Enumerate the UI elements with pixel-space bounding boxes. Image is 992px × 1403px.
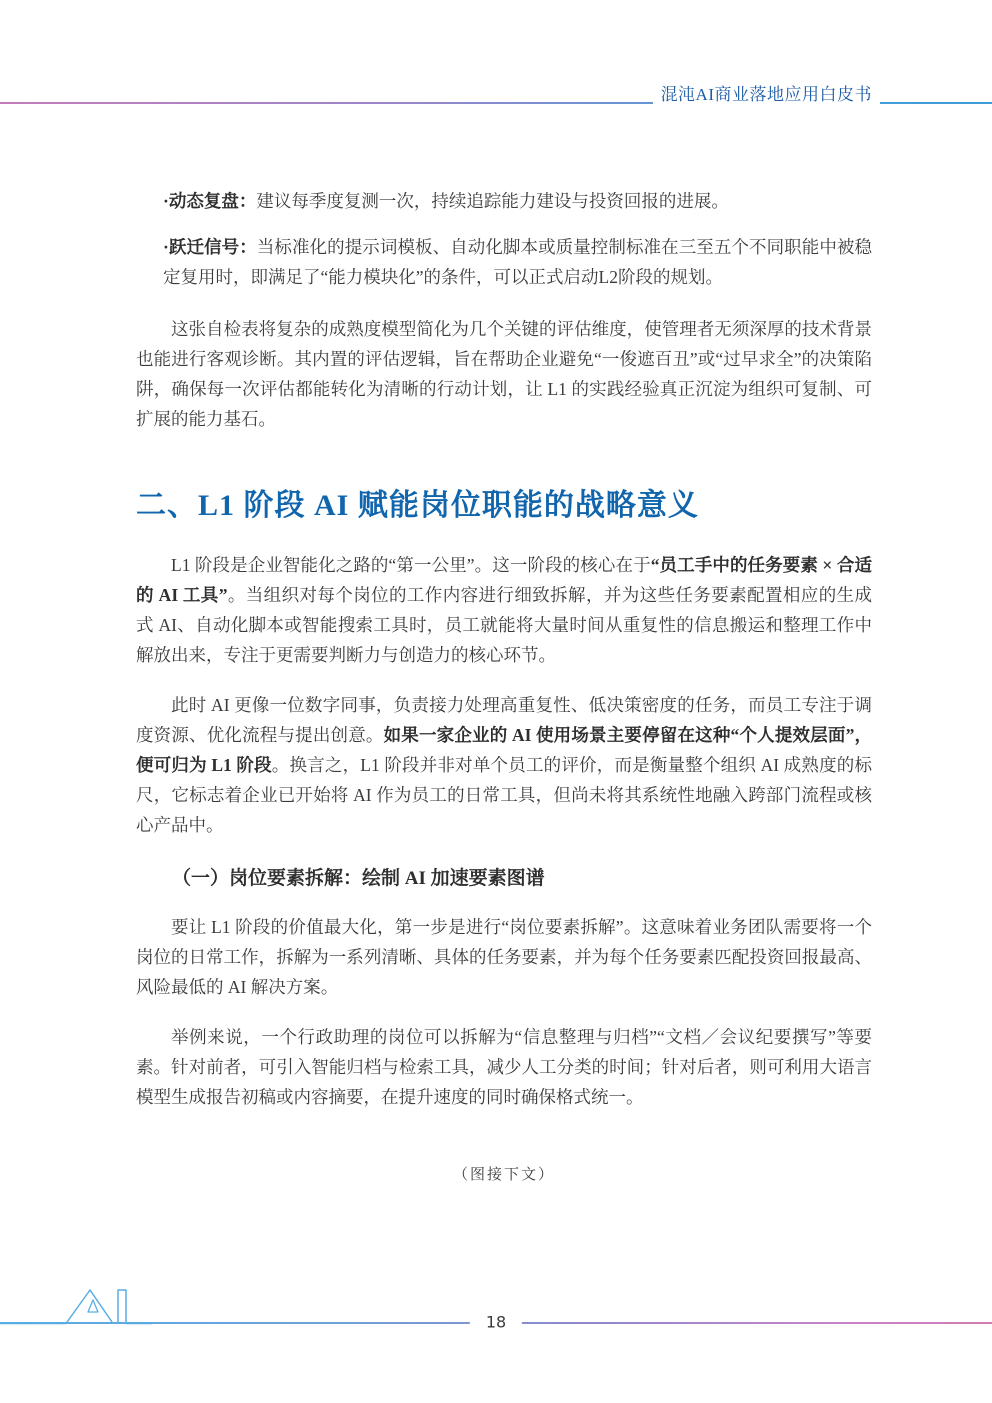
paragraph-value-maximization: 要让 L1 阶段的价值最大化，第一步是进行“岗位要素拆解”。这意味着业务团队需要将一个岗位的日常工作，拆解为一系列清晰、具体的任务要素，并为每个任务要素匹配投资回报最高、风险最低的 AI 解决方案。 — [136, 917, 872, 997]
ai-outline-logo-icon — [0, 1287, 152, 1327]
page-number: 18 — [470, 1313, 522, 1332]
subsection-heading-job-element-decomposition: （一）岗位要素拆解：绘制 AI 加速要素图谱 — [172, 868, 545, 889]
paragraph-admin-assistant-example: 举例来说，一个行政助理的岗位可以拆解为“信息整理与归档”“文档／会议纪要撰写”等要素。针对前者，可引入智能归档与检索工具，减少人工分类的时间；针对后者，则可利用大语言模型生成报告初稿或内容摘要，在提升速度的同时确保格式统一。 — [136, 1027, 872, 1107]
bullet-item-transition-signal: ·跃迁信号：当标准化的提示词模板、自动化脚本或质量控制标准在三至五个不同职能中被稳定复用时，即满足了“能力模块化”的条件，可以正式启动L2阶段的规划。 — [163, 237, 872, 287]
paragraph-ai-digital-colleague: 此时 AI 更像一位数字同事，负责接力处理高重复性、低决策密度的任务，而员工专注于调度资源、优化流程与提出创意。如果一家企业的 AI 使用场景主要停留在这种“个人提效层面”，便可归为 L1 阶段。换言之，L1 阶段并非对单个员工的评价，而是衡量整个组织 AI 成熟度的标尺，它标志着企业已开始将 AI 作为员工的日常工具，但尚未将其系统性地融入跨部门流程或核心产品中。 — [136, 695, 873, 835]
section-heading-l1-strategic-meaning: 二、L1 阶段 AI 赋能岗位职能的战略意义 — [136, 489, 699, 522]
paragraph-l1-first-mile: L1 阶段是企业智能化之路的“第一公里”。这一阶段的核心在于“员工手中的任务要素 × 合适的 AI 工具”。当组织对每个岗位的工作内容进行细致拆解，并为这些任务要素配置相应的生成式 AI、自动化脚本或智能搜索工具时，员工就能将大量时间从重复性的信息搬运和整理工作中解放出来，专注于更需要判断力与创造力的核心环节。 — [136, 555, 872, 665]
paragraph-selfcheck-summary: 这张自检表将复杂的成熟度模型简化为几个关键的评估维度，使管理者无须深厚的技术背景也能进行客观诊断。其内置的评估逻辑，旨在帮助企业避免“一俊遮百丑”或“过早求全”的决策陷阱，确保每一次评估都能转化为清晰的行动计划，让 L1 的实践经验真正沉淀为组织可复制、可扩展的能力基石。 — [136, 319, 872, 429]
page-footer — [0, 1286, 992, 1332]
bullet-item-dynamic-review: ·动态复盘：建议每季度复测一次，持续追踪能力建设与投资回报的进展。 — [163, 191, 729, 211]
document-title-running-head: 混沌AI商业落地应用白皮书 — [653, 85, 880, 107]
figure-continuation-note: （图接下文） — [452, 1167, 555, 1183]
